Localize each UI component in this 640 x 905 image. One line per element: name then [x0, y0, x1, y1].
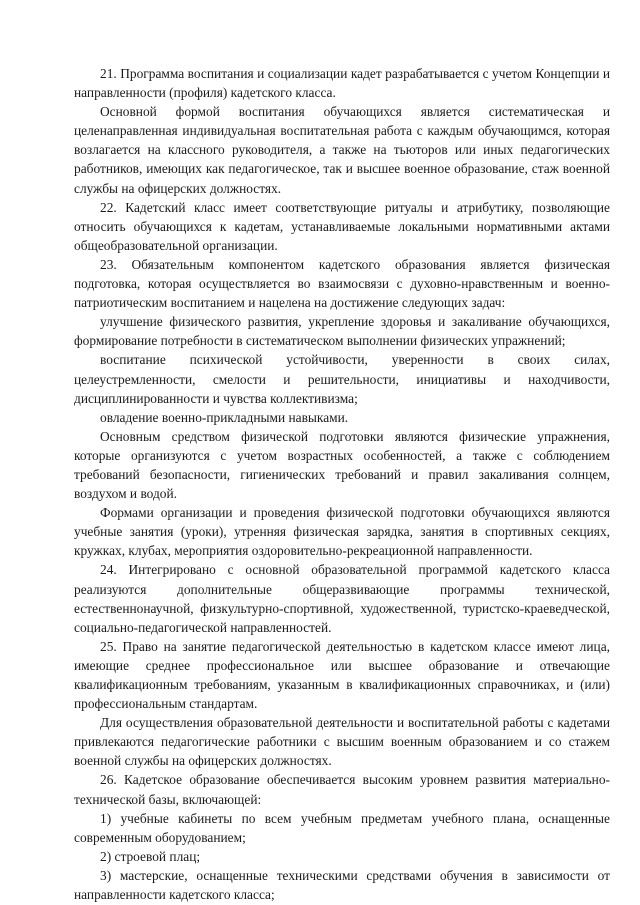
list-item-military-skills: овладение военно-прикладными навыками. [100, 409, 349, 425]
list-item-workshops: 3) мастерские, оснащенные техническими средствами обучения в зависимости от направленности кадетского класса; [74, 867, 610, 903]
list-item-classrooms: 1) учебные кабинеты по всем учебным предметам учебного плана, оснащенные современным оборудованием; [74, 810, 610, 845]
document-page [74, 64, 610, 904]
paragraph-organization-forms: Формами организации и проведения физической подготовки обучающихся являются учебные занятия (уроки), утренняя физическая зарядка, занятия в спортивных секциях, кружках, клубах, мероприятия оздоровительно-рекреационной направленности. [74, 505, 610, 559]
paragraph-23: 23. Обязательным компонентом кадетского образования является физическая подготовка, которая осуществляется во взаимосвязи с духовно-нравственным и военно-патриотическим воспитанием и нацелена на достижение следующих задач: [74, 256, 610, 311]
list-item-psychological-stability: воспитание психической устойчивости, уверенности в своих силах, целеустремленности, смелости и решительности, инициативы и находчивости, дисциплинированности и чувства коллективизма; [74, 352, 610, 406]
paragraph-22: 22. Кадетский класс имеет соответствующие ритуалы и атрибутику, позволяющие относить обучающихся к кадетам, устанавливаемые локальными нормативными актами общеобразовательной организации. [74, 199, 610, 253]
paragraph-21: 21. Программа воспитания и социализации кадет разрабатывается с учетом Концепции и направленности (профиля) кадетского класса. [74, 66, 610, 101]
paragraph-teachers: Для осуществления образовательной деятельности и воспитательной работы с кадетами привлекаются педагогические работники с высшим военным образованием и со стажем военной службы на офицерских должностях. [74, 715, 610, 769]
paragraph-25: 25. Право на занятие педагогической деятельностью в кадетском классе имеют лица, имеющие среднее профессиональное или высшее образование и отвечающие квалификационным требованиям, указанным в квалификационных справочниках, и (или) профессиональным стандартам. [74, 638, 610, 712]
paragraph-24: 24. Интегрировано с основной образовательной программой кадетского класса реализуются дополнительные общеразвивающие программы технической, естественнонаучной, физкультурно-спортивной, художественной, туристско-краеведческой, социально-педагогической направленностей. [74, 562, 610, 635]
paragraph-main-means: Основным средством физической подготовки являются физические упражнения, которые организуются с учетом возрастных особенностей, а также с соблюдением требований безопасности, гигиенических требований и правил закаливания солнцем, воздухом и водой. [74, 428, 610, 502]
paragraph-26: 26. Кадетское образование обеспечивается высоким уровнем развития материально-технической базы, включающей: [74, 772, 610, 807]
list-item-parade-ground: 2) строевой плац; [100, 848, 201, 864]
paragraph-education-form: Основной формой воспитания обучающихся является систематическая и целенаправленная индивидуальная воспитательная работа с каждым обучающимся, которая возлагается на классного руководителя, а также на тьюторов или иных педагогических работников, имеющих как педагогическое, так и высшее военное образование, стаж военной службы на офицерских должностях. [74, 104, 610, 196]
list-item-physical-development: улучшение физического развития, укрепление здоровья и закаливание обучающихся, формирование потребности в систематическом выполнении физических упражнений; [74, 314, 610, 349]
